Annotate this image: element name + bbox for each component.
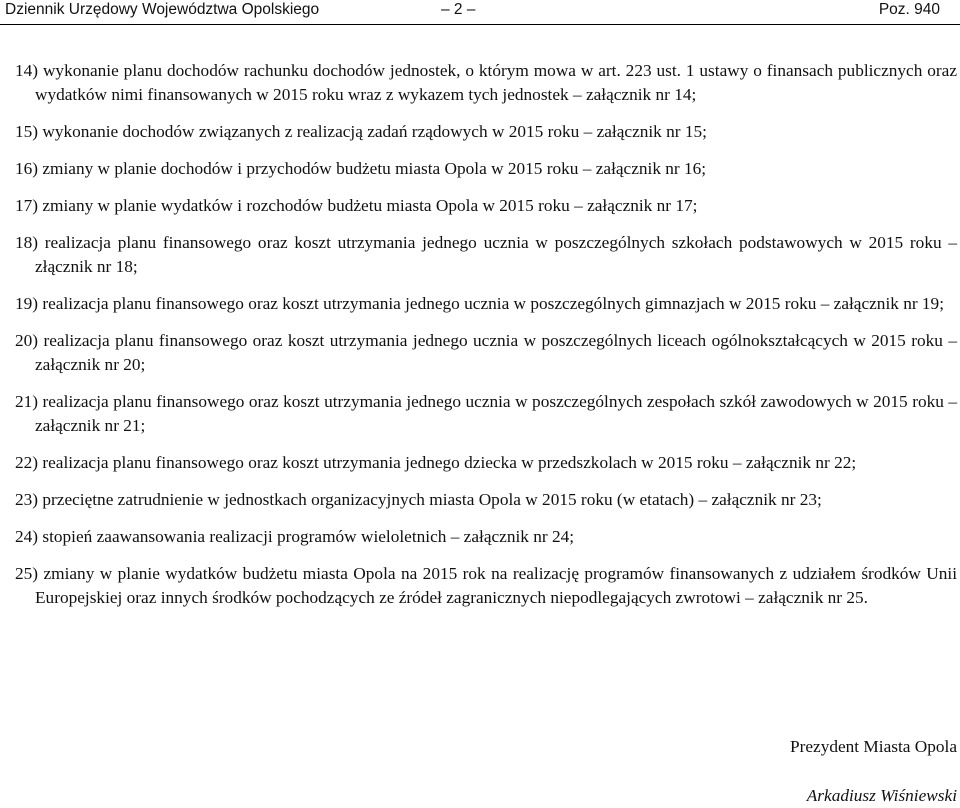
item-text: zmiany w planie wydatków budżetu miasta Opola na 2015 rok na realizację programów finansowanych z udziałem środków Unii Europejskiej oraz innych środków pochodzących ze źródeł zagranicznych niepodlegających zwrotowi – załącznik nr 25. — [35, 564, 957, 607]
item-text: stopień zaawansowania realizacji programów wieloletnich – załącznik nr 24; — [42, 527, 575, 546]
item-number: 14) — [15, 61, 39, 80]
page-number: – 2 – — [441, 1, 476, 18]
item-text: realizacja planu finansowego oraz koszt utrzymania jednego ucznia w poszczególnych gimnazjach w 2015 roku – załącznik nr 19; — [42, 294, 945, 313]
position-number: Poz. 940 — [878, 1, 940, 18]
item-number: 25) — [15, 564, 39, 583]
item-number: 20) — [15, 331, 39, 350]
list-item — [15, 120, 957, 144]
list-item — [15, 231, 957, 279]
item-text: przeciętne zatrudnienie w jednostkach organizacyjnych miasta Opola w 2015 roku (w etatach) – załącznik nr 23; — [42, 490, 822, 509]
item-text: realizacja planu finansowego oraz koszt utrzymania jednego dziecka w przedszkolach w 2015 roku – załącznik nr 22; — [42, 453, 857, 472]
header-divider — [0, 24, 960, 25]
list-item — [15, 292, 957, 316]
item-text: zmiany w planie wydatków i rozchodów budżetu miasta Opola w 2015 roku – załącznik nr 17; — [42, 196, 698, 215]
list-item — [15, 194, 957, 218]
page-header — [0, 0, 960, 22]
list-item — [15, 562, 957, 610]
item-text: realizacja planu finansowego oraz koszt utrzymania jednego ucznia w poszczególnych szkołach podstawowych w 2015 roku – złącznik nr 18; — [35, 233, 957, 276]
signatory-name: Arkadiusz Wiśniewski — [806, 786, 957, 805]
item-number: 24) — [15, 527, 39, 546]
item-text: wykonanie planu dochodów rachunku dochodów jednostek, o którym mowa w art. 223 ust. 1 ustawy o finansach publicznych oraz wydatków nimi finansowanych w 2015 roku wraz z wykazem tych jednostek – załącznik nr 14; — [35, 61, 957, 104]
item-number: 15) — [15, 122, 39, 141]
item-number: 22) — [15, 453, 39, 472]
list-item — [15, 329, 957, 377]
item-text: wykonanie dochodów związanych z realizacją zadań rządowych w 2015 roku – załącznik nr 15; — [42, 122, 707, 141]
list-item — [15, 157, 957, 181]
item-number: 18) — [15, 233, 39, 252]
item-text: realizacja planu finansowego oraz koszt utrzymania jednego ucznia w poszczególnych liceach ogólnokształcących w 2015 roku – załącznik nr 20; — [35, 331, 957, 374]
list-item — [15, 390, 957, 438]
item-text: realizacja planu finansowego oraz koszt utrzymania jednego ucznia w poszczególnych zespołach szkół zawodowych w 2015 roku – załącznik nr 21; — [35, 392, 957, 435]
list-item — [15, 525, 957, 549]
attachment-list — [15, 59, 957, 623]
list-item — [15, 488, 957, 512]
journal-title: Dziennik Urzędowy Województwa Opolskiego — [5, 1, 320, 18]
item-number: 19) — [15, 294, 39, 313]
signatory-title: Prezydent Miasta Opola — [789, 737, 957, 756]
item-number: 23) — [15, 490, 39, 509]
list-item — [15, 59, 957, 107]
list-item — [15, 451, 957, 475]
item-number: 21) — [15, 392, 39, 411]
item-number: 16) — [15, 159, 39, 178]
item-text: zmiany w planie dochodów i przychodów budżetu miasta Opola w 2015 roku – załącznik nr 16; — [42, 159, 707, 178]
item-number: 17) — [15, 196, 39, 215]
